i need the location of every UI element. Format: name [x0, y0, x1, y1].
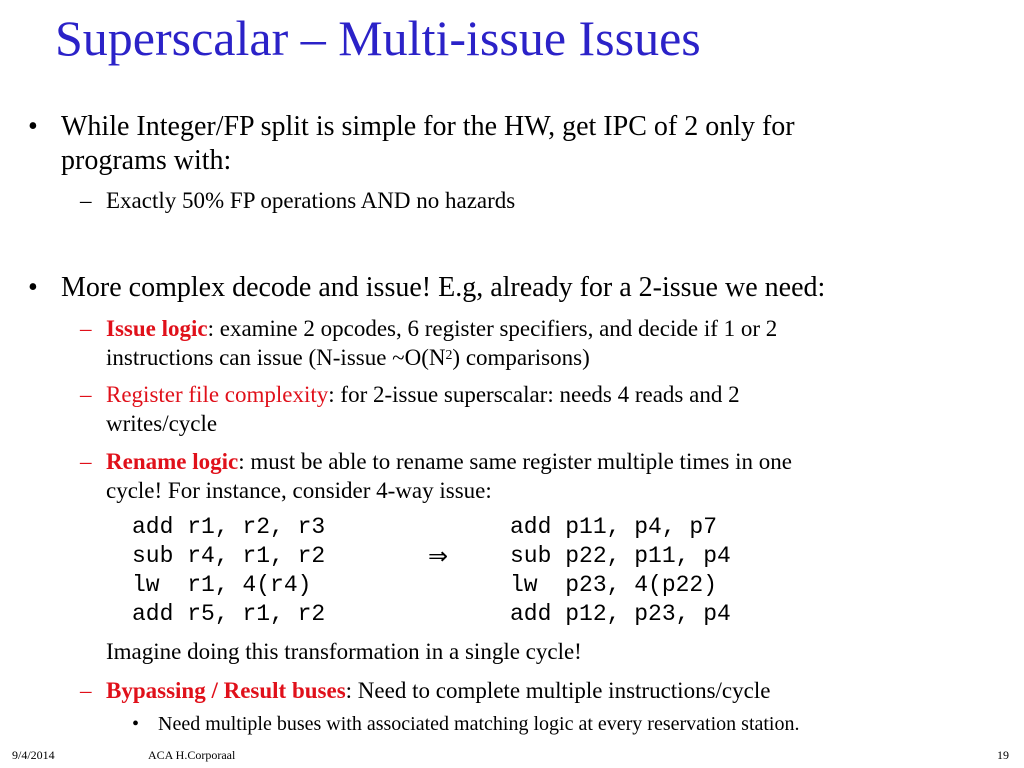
issue-logic-rest1: : examine 2 opcodes, 6 register specifiers, and decide if 1 or 2 [207, 316, 778, 341]
bypassing-term: Bypassing / Result buses [106, 678, 346, 703]
issue-logic-term: Issue logic [106, 316, 208, 341]
register-file-line2: writes/cycle [106, 411, 218, 436]
double-right-arrow-icon: ⇒ [428, 542, 449, 570]
sub-bullet-marker: – [80, 382, 92, 407]
slide-title: Superscalar – Multi-issue Issues [55, 10, 701, 66]
issue-logic-line1 [106, 314, 777, 343]
register-file-line1 [106, 380, 740, 409]
imagine-text: Imagine doing this transformation in a single cycle! [106, 639, 582, 664]
code-after-line: add p12, p23, p4 [510, 601, 731, 627]
code-after-line: add p11, p4, p7 [510, 514, 718, 540]
footer-page-number: 19 [997, 748, 1009, 762]
sub-bullet-marker: – [80, 678, 92, 703]
rename-logic-rest1: : must be able to rename same register multiple times in one [238, 449, 792, 474]
bullet-marker: • [28, 111, 38, 142]
code-before-line: add r1, r2, r3 [132, 514, 326, 540]
rename-logic-term: Rename logic [106, 449, 239, 474]
sub-bullet-marker: – [80, 449, 92, 474]
issue-logic-line2 [106, 343, 590, 372]
register-file-term: Register file complexity [106, 382, 329, 407]
footer-author: ACA H.Corporaal [148, 748, 236, 762]
code-after-line: lw p23, 4(p22) [510, 572, 718, 598]
issue-logic-rest2a: instructions can issue (N-issue ~O(N [106, 345, 446, 370]
sub-sub-bullet-marker: • [132, 713, 140, 735]
bullet1-sub1-text: Exactly 50% FP operations AND no hazards [106, 188, 516, 213]
bypassing-rest: : Need to complete multiple instructions/cycle [345, 678, 771, 703]
rename-logic-line2: cycle! For instance, consider 4-way issue: [106, 478, 492, 503]
register-file-rest1: : for 2-issue superscalar: needs 4 reads and 2 [328, 382, 740, 407]
issue-logic-rest2b: ) comparisons) [452, 345, 590, 370]
bullet2-text: More complex decode and issue! E.g, already for a 2-issue we need: [61, 272, 826, 303]
footer-date: 9/4/2014 [12, 748, 55, 762]
sub-bullet-marker: – [80, 188, 92, 213]
code-before-line: add r5, r1, r2 [132, 601, 326, 627]
code-before-line: sub r4, r1, r2 [132, 543, 326, 569]
bullet1-text-line2: programs with: [61, 145, 232, 176]
code-before-line: lw r1, 4(r4) [132, 572, 312, 598]
superscript: 2 [445, 346, 453, 362]
bullet-marker: • [28, 272, 38, 303]
bypassing-line [106, 676, 770, 705]
bullet1-text-line1: While Integer/FP split is simple for the HW, get IPC of 2 only for [61, 111, 795, 142]
bypassing-sub-text: Need multiple buses with associated matching logic at every reservation station. [158, 713, 800, 735]
rename-logic-line1 [106, 447, 792, 476]
code-after-line: sub p22, p11, p4 [510, 543, 731, 569]
sub-bullet-marker: – [80, 316, 92, 341]
